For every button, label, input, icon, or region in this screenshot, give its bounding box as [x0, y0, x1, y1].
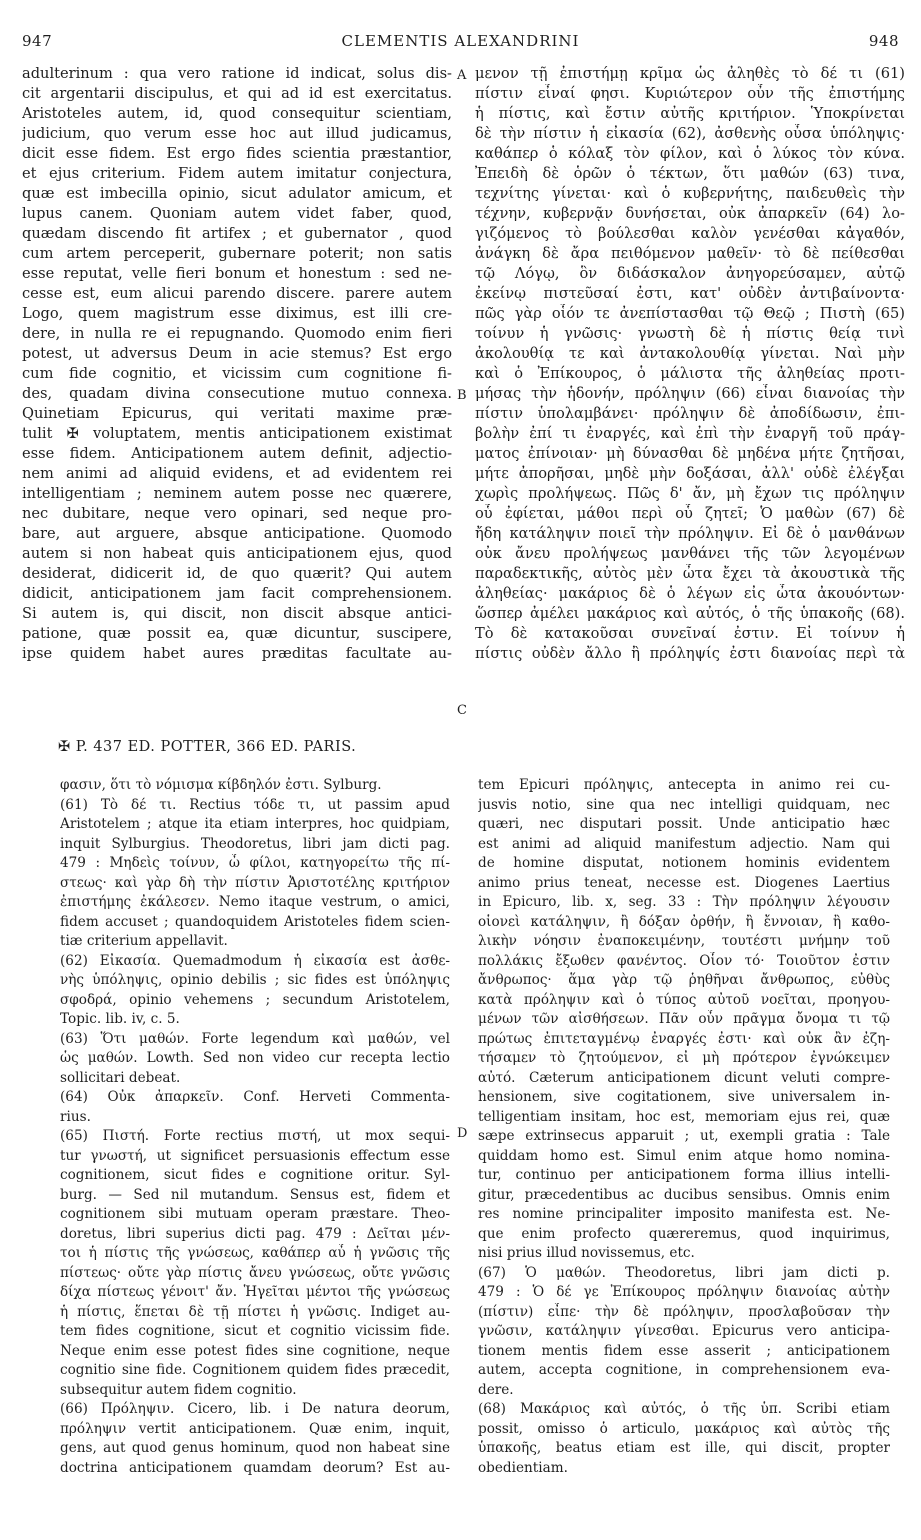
text-line: (66) Πρόληψιν. Cicero, lib. i De natura deorum, [60, 1401, 450, 1417]
text-line: telligentiam insitam, hoc est, memoriam ejus rei, quæ [478, 1108, 890, 1125]
text-line: βολὴν ἐπί τι ἐναργές, καὶ ἐπὶ τὴν ἐναργῆ τοῦ πράγ- [475, 425, 905, 442]
text-line: Aristoteles autem, id, quod consequitur scientiam, [22, 105, 452, 122]
greek-column [475, 64, 905, 664]
text-line: ipse quidem habet aures præditas facultate au- [22, 645, 452, 662]
text-line: ἤδη κατάληψιν ποιεῖ τὴν πρόληψιν. Εἰ δὲ ὁ μανθάνων [475, 525, 905, 542]
text-line: et ejus criterium. Fidem autem imitatur conjectura, [22, 165, 452, 182]
text-line: cognitionem, sicut fides e cognitione oritur. Syl- [60, 1167, 450, 1183]
text-line: μένων τῶν αἰσθήσεων. Πᾶν οὖν πρᾶγμα ὄνομα τι τῷ [478, 1011, 890, 1027]
text-line: ἡ πίστις, καὶ ἔστιν αὐτῆς κριτήριον. Ὑποκρίνεται [475, 105, 905, 122]
text-line: τοι ἡ πίστις τῆς γνώσεως, καθάπερ αὖ ἡ γνῶσις τῆς [60, 1245, 450, 1261]
text-line: χωρὶς προλήψεως. Πῶς δ' ἄν, μὴ ἔχων τις πρόληψιν [475, 485, 905, 502]
text-line: nem animi ad aliquid evidens, et ad evidentem rei [22, 465, 452, 482]
text-line: nec dubitare, neque vero opinari, sed neque pro- [22, 505, 452, 522]
text-line: φασιν, ὅτι τὸ νόμισμα κίβδηλόν ἐστι. Sylburg. [60, 777, 382, 793]
text-line: οἱονεὶ κατάληψιν, ἢ δόξαν ὀρθήν, ἢ ἔννοιαν, ἢ καθο- [478, 913, 890, 930]
text-line: (πίστιν) εἶπε· τὴν δὲ πρόληψιν, προσλαβοῦσαν τὴν [478, 1303, 890, 1320]
text-line: Topic. lib. iv, c. 5. [60, 1011, 180, 1027]
text-line: πίστις οὐδὲν ἄλλο ἢ πρόληψίς ἐστι διανοίας περὶ τὰ [475, 645, 905, 662]
text-line: tem fides cognitione, sicut et cognitio vicissim fide. [60, 1323, 450, 1339]
margin-letter-c: C [457, 703, 467, 718]
text-line: πολλάκις ἔξωθεν φανέντος. Οἷον τό· Τοιοῦτον ἐστιν [478, 952, 890, 969]
text-line: τέχνην, κυβερνᾷν δυνήσεται, οὐκ ἀπαρκεῖν (64) λο- [475, 205, 905, 222]
text-line: tur γνωστή, ut significet persuasionis effectum esse [60, 1147, 450, 1164]
text-line: Neque enim esse potest fides sine cognitione, neque [60, 1342, 450, 1359]
text-line: subsequitur autem fidem cognitio. [60, 1381, 297, 1398]
text-line: 479 : Ὁ δέ γε Ἐπίκουρος πρόληψιν διανοίας αὐτὴν [478, 1284, 890, 1300]
text-line: adulterinum : qua vero ratione id indicat, solus dis- [22, 65, 452, 82]
text-line: doretus, libri superius dicti pag. 479 : Δεῖται μέν- [60, 1225, 450, 1242]
text-line: λικὴν νόησιν ἐναποκειμένην, τουτέστι μνήμην τοῦ [478, 933, 890, 949]
footnote-heading: ✠ P. 437 ED. POTTER, 366 ED. PARIS. [58, 739, 357, 755]
text-line: (68) Μακάριος καὶ αὐτός, ὁ τῆς ὑπ. Scribi etiam [478, 1401, 890, 1417]
text-line: ματος ἐπίνοιαν· μὴ δύνασθαι δὲ μηδένα μήτε ζητῆσαι, [475, 445, 905, 462]
text-line: πίστιν εἶναί φησι. Κυριώτερον οὖν τῆς ἐπιστήμης [475, 85, 905, 102]
text-line: Τὸ δὲ κατακοῦσαι συνεῖναί ἐστιν. Εἰ τοίνυν ἡ [475, 625, 905, 642]
text-line: inquit Sylburgius. Theodoretus, libri jam dicti pag. [60, 835, 450, 852]
text-line: ἡ πίστις, ἕπεται δὲ τῇ πίστει ἡ γνῶσις. Indiget au- [60, 1303, 450, 1320]
text-line: καθάπερ ὁ κόλαξ τὸν φίλον, καὶ ὁ λύκος τὸν κύνα. [475, 145, 905, 162]
text-line: στεως· καὶ γὰρ δὴ τὴν πίστιν Ἀριστοτέλης κριτήριον [60, 874, 450, 891]
text-line: πίστεως· οὔτε γὰρ πίστις ἄνευ γνώσεως, οὔτε γνῶσις [60, 1264, 450, 1281]
text-line: Aristotelem ; atque ita etiam interpres, hoc quidpiam, [60, 816, 450, 832]
margin-letter-a: A [457, 68, 467, 83]
latin-column [22, 64, 452, 664]
text-line: τεχνίτης γίνεται· καὶ ὁ κυβερνήτης, παιδευθεὶς τὴν [475, 185, 905, 202]
text-line: γνῶσιν, κατάληψιν γίνεσθαι. Epicurus vero anticipa- [478, 1323, 890, 1339]
text-line: judicium, quo verum esse hoc aut illud judicamus, [22, 125, 452, 142]
text-line: burg. — Sed nil mutandum. Sensus est, fidem et [60, 1186, 450, 1203]
text-line: Ἐπειδὴ δὲ ὁρῶν ὁ τέκτων, ὅτι μαθών (63) τινα, [475, 165, 905, 182]
text-line: καὶ ὁ Ἐπίκουρος, ὁ μάλιστα τῆς ἀληθείας προτι- [475, 365, 905, 382]
text-line: σφοδρά, opinio vehemens ; secundum Aristotelem, [60, 991, 450, 1008]
text-line: tem Epicuri πρόληψις, antecepta in animo rei cu- [478, 777, 890, 793]
text-line: fidem accuset ; quandoquidem Aristoteles fidem scien- [60, 913, 450, 930]
text-line: μενον τῇ ἐπιστήμῃ κρῖμα ὡς ἀληθὲς τὸ δέ τι (61) [475, 65, 905, 82]
text-line: autem, accepta cognitione, in comprehensionem eva- [478, 1362, 890, 1378]
text-line: bare, aut arguere, absque anticipatione. Quomodo [22, 525, 452, 542]
text-line: dere, in nulla re ei repugnando. Quomodo enim fieri [22, 325, 452, 342]
text-line: γιζόμενος τὸ βούλεσθαι καλὸν γενέσθαι κἀγαθόν, [475, 225, 905, 242]
text-line: (67) Ὁ μαθών. Theodoretus, libri jam dicti p. [478, 1264, 890, 1281]
text-line: quæ est imbecilla opinio, sicut adulator amicum, et [22, 185, 452, 202]
text-line: esse reputat, velle fieri bonum et honestum : sed ne- [22, 265, 452, 282]
text-line: οὗ ἐφίεται, μάθοι περὶ οὗ ζητεῖ; Ὁ μαθὼν (67) δὲ [475, 505, 905, 522]
text-line: πίστιν ὑπολαμβάνει· πρόληψιν δὲ ἀποδίδωσιν, ἐπι- [475, 405, 905, 422]
text-line: μήτε ἀπορῆσαι, μηδὲ μὴν δοξάσαι, ἀλλ' οὐδὲ ἐλέγξαι [475, 465, 905, 482]
text-line: in Epicuro, lib. x, seg. 33 : Τὴν πρόληψιν λέγουσιν [478, 894, 890, 910]
text-line: παραδεκτικῆς, αὐτὸς μὲν ὦτα ἔχει τὰ ἀκουστικὰ τῆς [475, 565, 905, 582]
text-line: potest, ut adversus Deum in acie stemus? Est ergo [22, 345, 452, 362]
text-line: ὑπακοῆς, beatus etiam est ille, qui discit, propter [478, 1440, 890, 1456]
text-line: doctrina anticipationem quamdam deorum? Est au- [60, 1459, 450, 1476]
text-line: ἀνάγκη δὲ ἄρα πειθόμενον μαθεῖν· τὸ δὲ πείθεσθαι [475, 245, 905, 262]
text-line: ὡς μαθών. Lowth. Sed non video cur recepta lectio [60, 1050, 450, 1066]
text-line: intelligentiam ; neminem autem posse nec quærere, [22, 485, 452, 502]
text-line: quæri, nec disputari possit. Unde anticipatio hæc [478, 816, 890, 832]
text-line: dere. [478, 1381, 514, 1398]
text-line: lupus canem. Quoniam autem videt faber, quod, [22, 205, 452, 222]
text-line: cum fide cognitio, et vicissim cum cognitione fi- [22, 365, 452, 382]
text-line: cit argentarii discipulus, et qui ad id est exercitatus. [22, 85, 452, 102]
text-line: τῷ Λόγῳ, ὃν διδάσκαλον ἀνηγορεύσαμεν, αὐτῷ [475, 265, 905, 282]
text-line: sæpe extrinsecus apparuit ; ut, exempli gratia : Tale [478, 1128, 890, 1144]
text-line: δίχα πίστεως γένοιτ' ἄν. Ἡγεῖται μέντοι τῆς γνώσεως [60, 1284, 450, 1300]
text-line: Logo, quem magistrum esse diximus, est illi cre- [22, 305, 452, 322]
text-line: αὐτό. Cæterum anticipationem dicunt veluti compre- [478, 1069, 890, 1086]
text-line: possit, omisso ὁ articulo, μακάριος καὶ αὐτὸς τῆς [478, 1420, 890, 1437]
text-line: dicit esse fidem. Est ergo fides scientia præstantior, [22, 145, 452, 162]
text-line: ἐπιστήμης ἐκάλεσεν. Nemo itaque vestrum, o amici, [60, 894, 450, 910]
text-line: ὥσπερ ἀμέλει μακάριος καὶ αὐτός, ὁ τῆς ὑπακοῆς (68). [475, 605, 905, 622]
text-line: cum artem perceperit, gubernare poterit; non satis [22, 245, 452, 262]
text-line: (63) Ὅτι μαθών. Forte legendum καὶ μαθών, vel [60, 1030, 450, 1047]
text-line: πρώτως ἐπιτεταγμένῳ ἐναργές ἐστι· καὶ οὐκ ἂν ἐζη- [478, 1030, 890, 1047]
text-line: ἐκείνῳ πιστεῦσαί ἐστι, κατ' οὐδὲν ἀντιβαίνοντα· [475, 285, 905, 302]
text-line: δὲ τὴν πίστιν ἡ εἰκασία (62), ἀσθενὴς οὖσα ὑπόληψις· [475, 125, 905, 142]
text-line: Quinetiam Epicurus, qui veritati maxime præ- [22, 405, 452, 422]
text-line: πρόληψιν vertit anticipationem. Quæ enim, inquit, [60, 1420, 450, 1437]
text-line: nisi prius illud novissemus, etc. [478, 1245, 695, 1261]
notes-left-column [60, 776, 450, 1478]
text-line: τοίνυν ἡ γνῶσις· γνωστὴ δὲ ἡ πίστις θείᾳ τινὶ [475, 325, 905, 342]
text-line: (62) Εἰκασία. Quemadmodum ἡ εἰκασία est ἀσθε- [60, 952, 450, 969]
text-line: sollicitari debeat. [60, 1069, 181, 1086]
text-line: tiæ criterium appellavit. [60, 933, 228, 949]
text-line: cognitionem sibi mutuam operam præstare. Theo- [60, 1206, 450, 1222]
text-line: (65) Πιστή. Forte rectius πιστή, ut mox sequi- [60, 1128, 450, 1144]
text-line: ἀληθείας· μακάριος δὲ ὁ λέγων εἰς ὦτα ἀκουόντων· [475, 585, 905, 602]
text-line: τήσαμεν τὸ ζητούμενον, εἰ μὴ πρότερον ἐγνώκειμεν [478, 1050, 890, 1066]
text-line: quiddam homo est. Simul enim atque homo nomina- [478, 1147, 890, 1164]
page-header [0, 6, 921, 50]
text-line: autem si non habeat quis anticipationem ejus, quod [22, 545, 452, 562]
text-line: cesse est, eum alicui parendo discere. parere autem [22, 285, 452, 302]
text-line: gens, aut quod genus hominum, quod non habeat sine [60, 1440, 450, 1456]
text-line: (61) Τὸ δέ τι. Rectius τόδε τι, ut passim apud [60, 796, 450, 813]
text-line: Si autem is, qui discit, non discit absque antici- [22, 605, 452, 622]
text-line: obedientiam. [478, 1459, 568, 1476]
text-line: μήσας τὴν ἡδονήν, πρόληψιν (66) εἶναι διανοίας τὴν [475, 385, 905, 402]
text-line: tionem mentis fidem esse asserit ; anticipationem [478, 1342, 890, 1359]
text-line: desiderat, didicerit id, de quo quærit? Qui autem [22, 565, 452, 582]
margin-letter-d: D [457, 1126, 468, 1141]
text-line: κατὰ πρόληψιν καὶ ὁ τύπος αὐτοῦ νοεῖται, προηγου- [478, 991, 890, 1008]
text-line: est animi ad aliquid manifestum adjectio. Nam qui [478, 835, 890, 852]
page-number-right: 948 [868, 32, 899, 50]
text-line: (64) Οὐκ ἀπαρκεῖν. Conf. Herveti Commenta- [60, 1089, 450, 1105]
text-line: quædam discendo fit artifex ; et gubernator , quod [22, 225, 452, 242]
text-line: πῶς γὰρ οἷόν τε ἀνεπίστασθαι τῷ Θεῷ ; Πιστὴ (65) [475, 305, 905, 322]
text-line: res nomine principaliter imposito manifesta est. Ne- [478, 1206, 890, 1222]
running-title: CLEMENTIS ALEXANDRINI [341, 32, 580, 50]
text-line: de homine disputat, notionem hominis evidentem [478, 855, 890, 871]
margin-letter-b: B [457, 388, 467, 403]
text-line: gitur, præcedentibus ac ducibus sensibus. Omnis enim [478, 1186, 890, 1203]
text-line: didicit, anticipationem jam facit comprehensionem. [22, 585, 452, 602]
text-line: rius. [60, 1108, 91, 1125]
text-line: tur, continuo per anticipationem forma illius intelli- [478, 1167, 890, 1183]
text-line: patione, quæ possit ea, quæ dicuntur, suscipere, [22, 625, 452, 642]
text-line: que enim profecto quæreremus, quod inquirimus, [478, 1225, 890, 1242]
text-line: ἄνθρωπος· ἅμα γὰρ τῷ ῥηθῆναι ἄνθρωπος, εὐθὺς [478, 972, 890, 988]
page-number-left: 947 [22, 32, 53, 50]
text-line: ἀκολουθίᾳ τε καὶ ἀντακολουθίᾳ γίνεται. Ναὶ μὴν [475, 345, 905, 362]
text-line: 479 : Μηδεὶς τοίνυν, ὦ φίλοι, κατηγορείτω τῆς πί- [60, 855, 450, 871]
text-line: νὴς ὑπόληψις, opinio debilis ; sic fides est ὑπόληψις [60, 972, 450, 988]
notes-right-column [478, 776, 890, 1478]
text-line: des, quadam divina consecutione mutuo connexa. [22, 385, 452, 402]
text-line: animo prius teneat, necesse est. Diogenes Laertius [478, 874, 890, 891]
text-line: esse fidem. Anticipationem autem definit, adjectio- [22, 445, 452, 462]
text-line: hensionem, sive cogitationem, sive universalem in- [478, 1089, 890, 1105]
text-line: jusvis notio, sine qua nec intelligi quidquam, nec [478, 796, 890, 813]
text-line: οὐκ ἄνευ προλήψεως μανθάνει τῆς τῶν λεγομένων [475, 545, 905, 562]
text-line: cognitio sine fide. Cognitionem quidem fides præcedit, [60, 1362, 450, 1378]
text-line: tulit ✠ voluptatem, mentis anticipationem existimat [22, 425, 452, 442]
